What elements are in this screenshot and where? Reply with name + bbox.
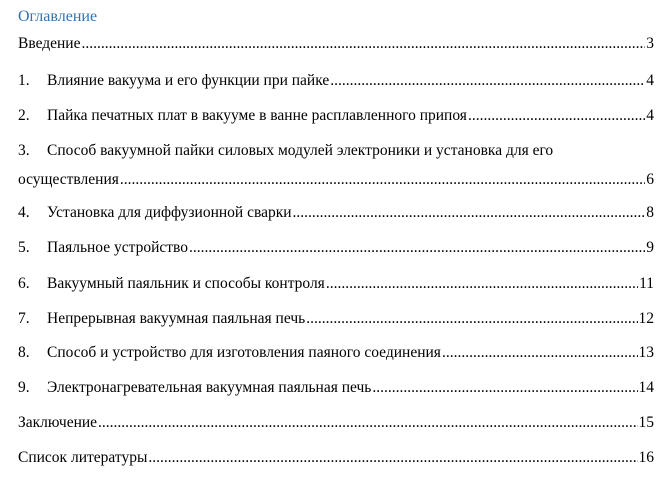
toc-entry-page: 12 [638, 310, 654, 327]
toc-entry-conclusion[interactable] [18, 411, 654, 435]
dot-leader [293, 201, 646, 225]
toc-entry-title: Влияние вакуума и его функции при пайке [47, 72, 330, 89]
dot-leader [98, 411, 637, 435]
toc-entry-1[interactable] [18, 69, 654, 93]
toc-entry-title-continued: осуществления [18, 171, 119, 188]
toc-entry-number: 1. [18, 72, 30, 89]
toc-entry-number: 3. [18, 142, 30, 159]
toc-entry-2[interactable] [18, 104, 654, 128]
toc-entry-number: 4. [18, 204, 30, 221]
toc-entry-introduction[interactable] [18, 32, 654, 56]
toc-entry-title: Введение [18, 35, 81, 52]
toc-entry-title: Паяльное устройство [47, 239, 188, 256]
toc-entry-4[interactable] [18, 201, 654, 225]
toc-entry-references[interactable] [18, 446, 654, 470]
dot-leader [442, 341, 638, 365]
toc-entry-title: Вакуумный паяльник и способы контроля [47, 275, 325, 292]
toc-entry-page: 8 [646, 204, 654, 221]
toc-entry-number: 5. [18, 239, 30, 256]
toc-entry-number: 6. [18, 275, 30, 292]
dot-leader [468, 104, 645, 128]
toc-entry-title: Электронагревательная вакуумная паяльная печь [47, 379, 372, 396]
dot-leader [120, 168, 645, 192]
toc-entry-page: 3 [646, 35, 654, 52]
toc-entry-page: 6 [646, 171, 654, 188]
toc-entry-page: 9 [646, 239, 654, 256]
dot-leader [326, 272, 638, 296]
toc-entry-title: Установка для диффузионной сварки [47, 204, 292, 221]
toc-entry-number: 8. [18, 344, 30, 361]
toc-heading: Оглавление [18, 8, 98, 25]
dot-leader [148, 446, 637, 470]
toc-entry-page: 14 [638, 379, 654, 396]
toc-entry-title: Непрерывная вакуумная паяльная печь [47, 310, 306, 327]
toc-entry-title: Список литературы [18, 449, 148, 466]
dot-leader [306, 307, 637, 331]
toc-entry-6[interactable] [18, 272, 654, 296]
toc-entry-page: 15 [638, 414, 654, 431]
toc-entry-title: Способ вакуумной пайки силовых модулей электроники и установка для его [47, 142, 554, 159]
dot-leader [330, 69, 645, 93]
toc-entry-page: 16 [638, 449, 654, 466]
toc-entry-number: 2. [18, 107, 30, 124]
toc-entry-9[interactable] [18, 376, 654, 400]
dot-leader [81, 32, 645, 56]
dot-leader [189, 236, 645, 260]
dot-leader [372, 376, 637, 400]
toc-entry-3-line1[interactable] [18, 139, 654, 163]
toc-entry-page: 13 [638, 344, 654, 361]
toc-entry-title: Способ и устройство для изготовления паяного соединения [47, 344, 441, 361]
toc-entry-title: Пайка печатных плат в вакууме в ванне расплавленного припоя [47, 107, 467, 124]
toc-entry-5[interactable] [18, 236, 654, 260]
toc-entry-page: 4 [646, 72, 654, 89]
toc-entry-3-line2[interactable] [18, 168, 654, 192]
toc-entry-number: 9. [18, 379, 30, 396]
toc-entry-page: 11 [639, 275, 654, 292]
toc-entry-number: 7. [18, 310, 30, 327]
toc-entry-page: 4 [646, 107, 654, 124]
toc-entry-title: Заключение [18, 414, 98, 431]
toc-entry-8[interactable] [18, 341, 654, 365]
toc-entry-7[interactable] [18, 307, 654, 331]
